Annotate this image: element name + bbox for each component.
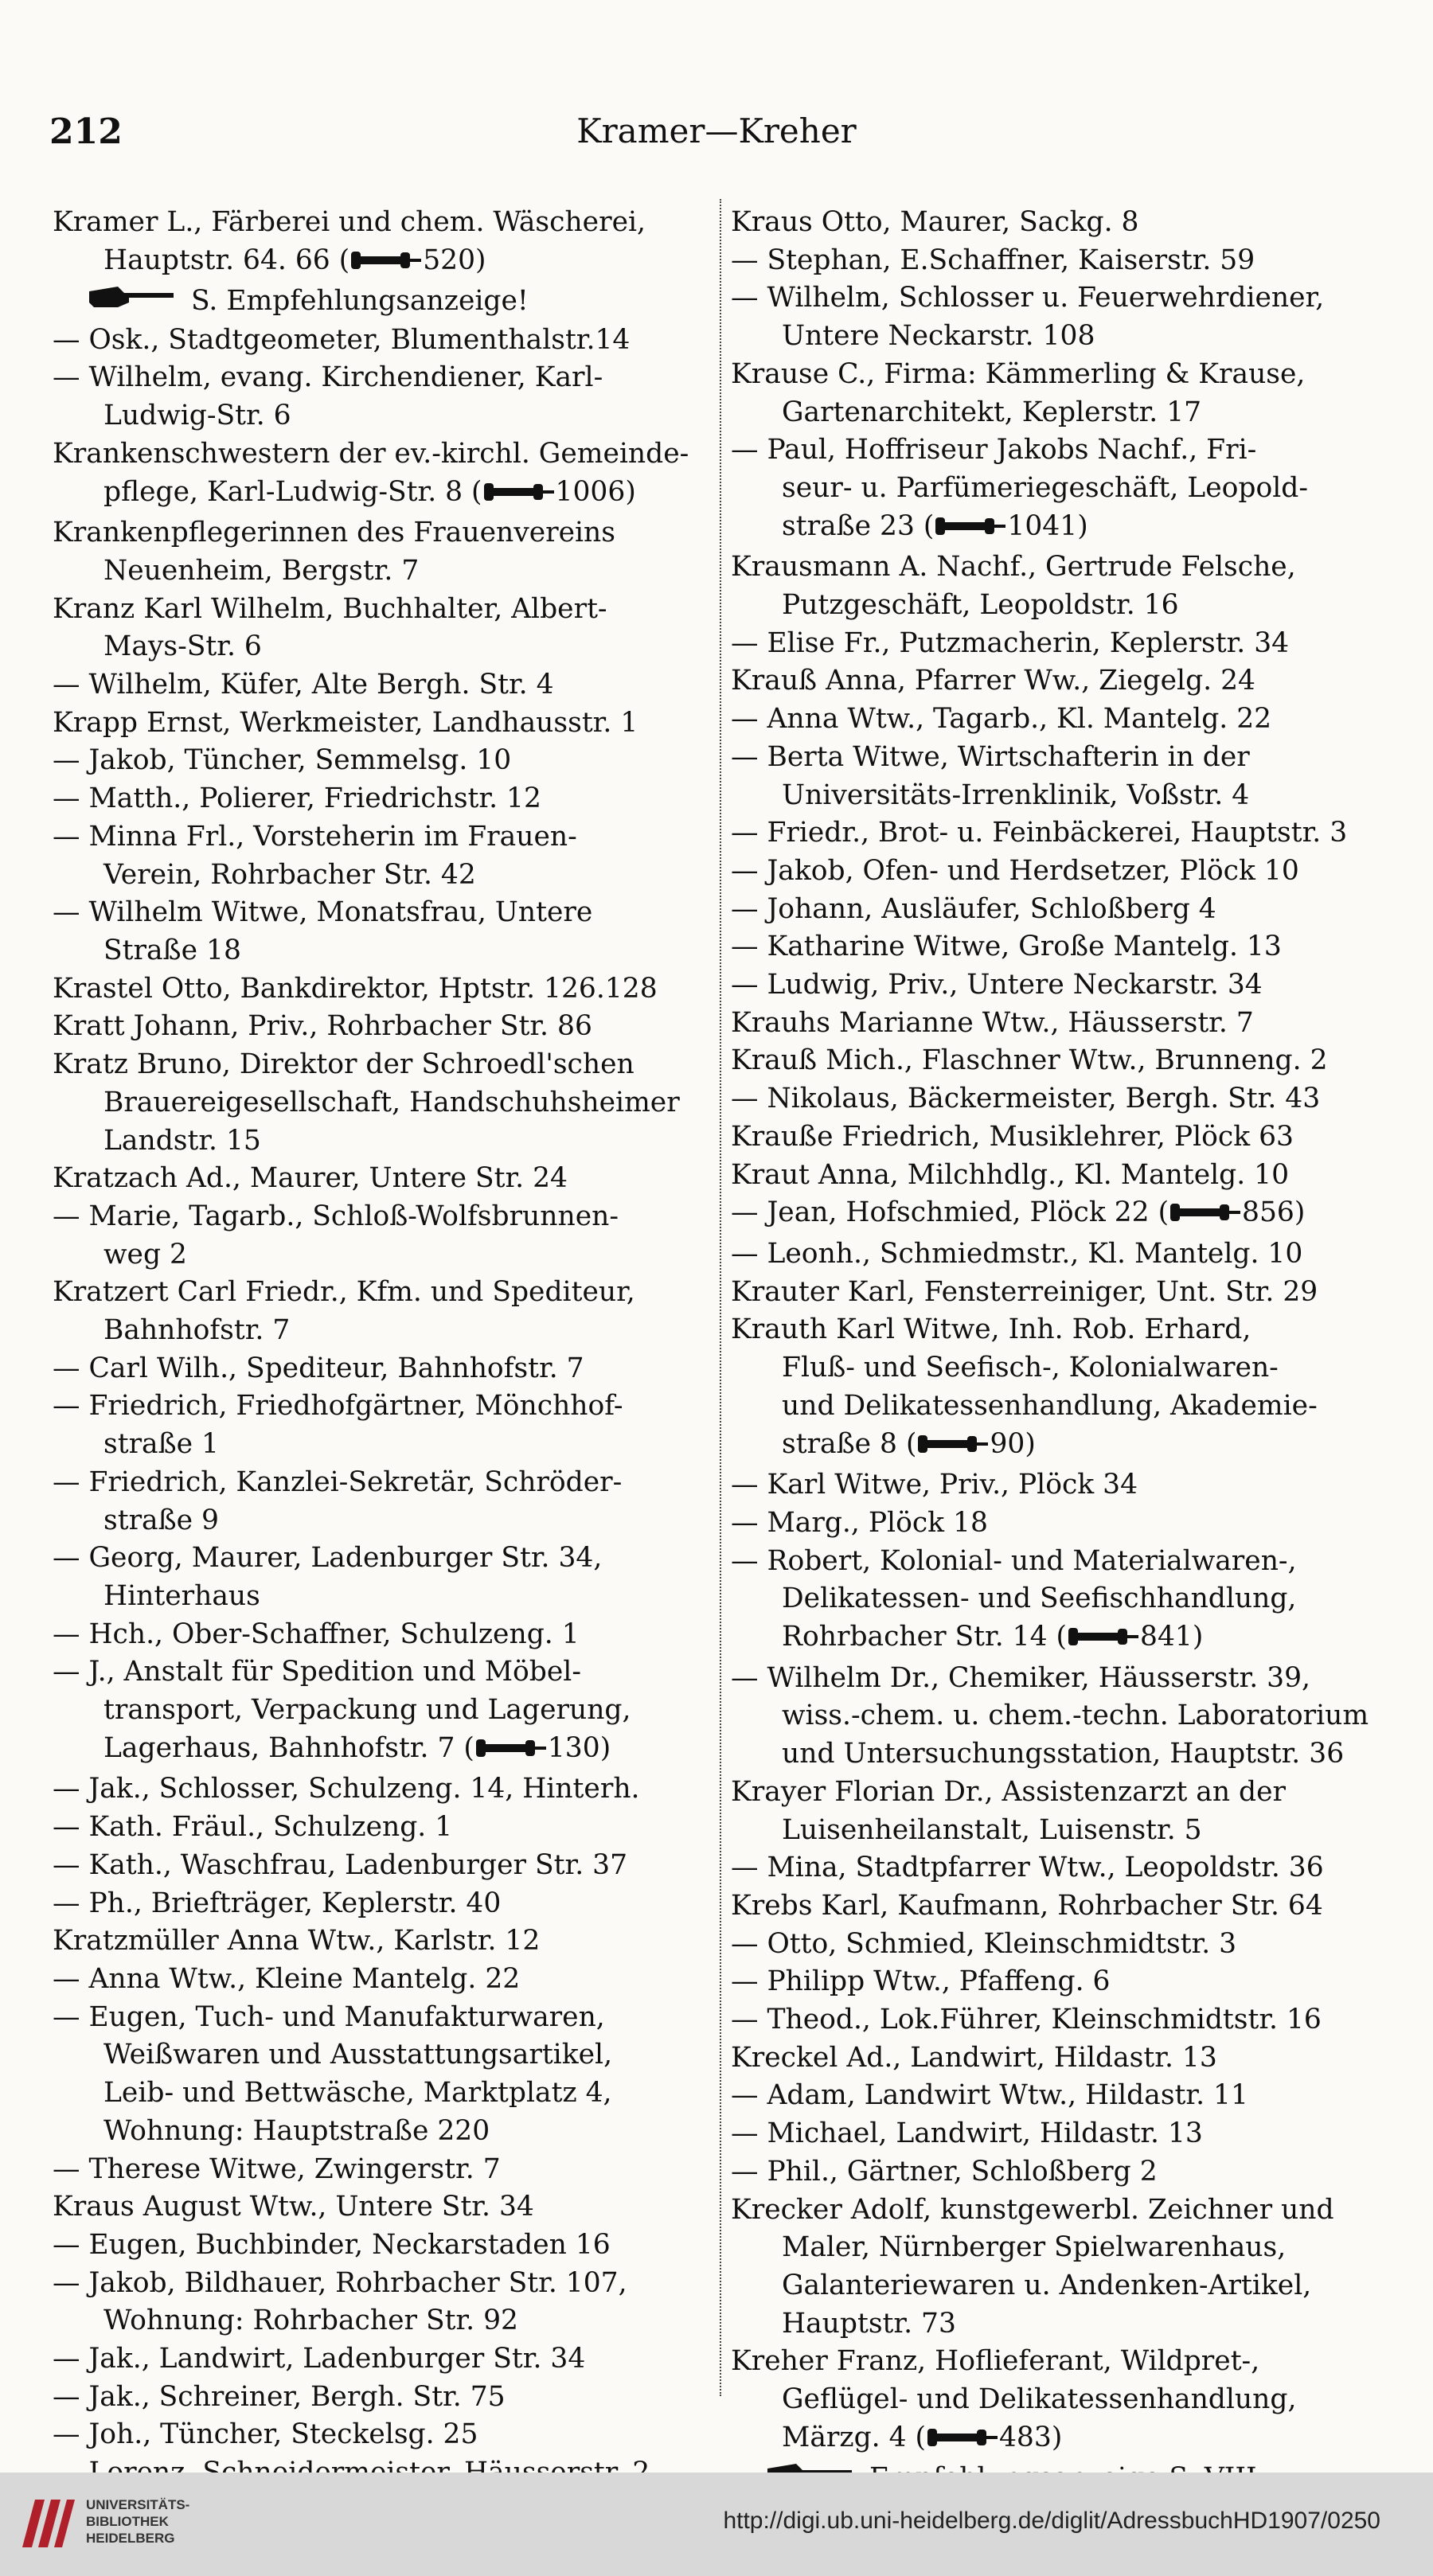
- entry-text: Kranz Karl Wilhelm, Buchhalter, Albert-: [53, 592, 607, 625]
- directory-entry: [53, 474, 705, 515]
- entry-text: wiss.-chem. u. chem.-techn. Laboratorium: [782, 1700, 1369, 1732]
- directory-entry: [731, 548, 1384, 587]
- directory-entry: [53, 1616, 705, 1654]
- entry-text: — Paul, Hoffriseur Jakobs Nachf., Fri-: [731, 434, 1257, 466]
- directory-entry: [53, 359, 705, 397]
- entry-text: — Leonh., Schmiedmstr., Kl. Mantelg. 10: [731, 1237, 1303, 1270]
- phone-number: 841: [1140, 1621, 1193, 1653]
- entry-text: straße 8 (: [782, 1427, 917, 1460]
- entry-text: Kratt Johann, Priv., Rohrbacher Str. 86: [53, 1010, 592, 1043]
- entry-text: — Michael, Landwirt, Hildastr. 13: [731, 2117, 1203, 2150]
- directory-entry: [53, 894, 705, 932]
- directory-entry: [731, 814, 1384, 853]
- directory-entry: [53, 1274, 705, 1312]
- directory-entry: [53, 780, 705, 818]
- directory-entry: [53, 204, 705, 242]
- entry-text: Krapp Ernst, Werkmeister, Landhausstr. 1: [53, 706, 638, 739]
- directory-entry: [53, 2340, 705, 2379]
- closing-paren: ): [1294, 1196, 1306, 1229]
- directory-entry: [731, 470, 1384, 508]
- entry-text: — Marie, Tagarb., Schloß-Wolfsbrunnen-: [53, 1200, 619, 1232]
- entry-text: Mays-Str. 6: [103, 630, 262, 663]
- directory-entry: [53, 666, 705, 704]
- directory-entry: [53, 857, 705, 895]
- closing-paren: ): [625, 475, 636, 508]
- directory-entry: [53, 242, 705, 283]
- entry-text: Bahnhofstr. 7: [103, 1314, 291, 1347]
- directory-entry: [731, 1274, 1384, 1312]
- directory-entry: [731, 1042, 1384, 1080]
- directory-entry: [731, 1388, 1384, 1426]
- entry-text: — Georg, Maurer, Ladenburger Str. 34,: [53, 1542, 603, 1575]
- directory-entry: [731, 1926, 1384, 1964]
- entry-text: — Jak., Landwirt, Ladenburger Str. 34: [53, 2343, 586, 2375]
- directory-entry: [731, 1118, 1384, 1157]
- directory-entry: [53, 1464, 705, 1502]
- entry-text: Kraus Otto, Maurer, Sackg. 8: [731, 206, 1139, 238]
- entry-text: — Jak., Schlosser, Schulzeng. 14, Hinterh.: [53, 1773, 640, 1805]
- directory-entry: [53, 514, 705, 552]
- entry-text: pflege, Karl-Ludwig-Str. 8 (: [103, 475, 482, 508]
- directory-entry: [731, 1349, 1384, 1388]
- entry-text: Krauß Anna, Pfarrer Ww., Ziegelg. 24: [731, 665, 1256, 697]
- entry-text: — Friedrich, Kanzlei-Sekretär, Schröder-: [53, 1466, 623, 1498]
- directory-entry: [53, 1847, 705, 1885]
- directory-entry: [53, 1502, 705, 1540]
- entry-text: — Nikolaus, Bäckermeister, Bergh. Str. 43: [731, 1083, 1321, 1115]
- entry-text: Kreher Franz, Hoflieferant, Wildpret-,: [731, 2345, 1260, 2378]
- directory-entry: [53, 704, 705, 743]
- directory-entry: [53, 1578, 705, 1616]
- telephone-icon: [934, 511, 1007, 549]
- entry-text: — Katharine Witwe, Große Mantelg. 13: [731, 931, 1282, 963]
- directory-entry: [731, 1887, 1384, 1926]
- directory-entry: [731, 318, 1384, 356]
- pointing-hand-icon: [88, 283, 177, 322]
- right-column: [731, 204, 1384, 2499]
- directory-entry: [731, 928, 1384, 966]
- directory-entry: [731, 356, 1384, 394]
- directory-entry: [53, 2227, 705, 2265]
- entry-text: — Otto, Schmied, Kleinschmidtstr. 3: [731, 1927, 1237, 1960]
- entry-text: Luisenheilanstalt, Luisenstr. 5: [782, 1813, 1202, 1846]
- directory-entry: [53, 2188, 705, 2227]
- page-number: 212: [49, 111, 123, 152]
- footer-bar: [0, 2473, 1433, 2576]
- telephone-icon: [916, 1429, 990, 1467]
- entry-text: — Wilhelm Dr., Chemiker, Häusserstr. 39,: [731, 1661, 1311, 1694]
- directory-entry: [731, 777, 1384, 815]
- closing-paren: ): [1051, 2421, 1063, 2453]
- directory-entry: [731, 1735, 1384, 1774]
- entry-text: Krauter Karl, Fensterreiniger, Unt. Str. 29: [731, 1275, 1318, 1308]
- entry-text: — Jakob, Ofen- und Herdsetzer, Plöck 10: [731, 854, 1299, 887]
- directory-entry: [731, 431, 1384, 470]
- entry-text: Geflügel- und Delikatessenhandlung,: [782, 2383, 1297, 2416]
- directory-entry: [53, 1692, 705, 1730]
- entry-text: Krauhs Marianne Wtw., Häusserstr. 7: [731, 1006, 1254, 1039]
- directory-entry: [53, 1885, 705, 1923]
- directory-entry: [53, 1388, 705, 1426]
- directory-entry: [53, 2416, 705, 2454]
- entry-text: transport, Verpackung und Lagerung,: [103, 1694, 631, 1727]
- directory-entry: [731, 1080, 1384, 1118]
- entry-text: Hauptstr. 64. 66 (: [103, 244, 350, 276]
- entry-text: Lagerhaus, Bahnhofstr. 7 (: [103, 1731, 474, 1764]
- directory-entry: [731, 2343, 1384, 2381]
- directory-entry: [731, 2419, 1384, 2461]
- entry-text: — Phil., Gärtner, Schloßberg 2: [731, 2155, 1158, 2188]
- entry-text: Krauß Mich., Flaschner Wtw., Brunneng. 2: [731, 1044, 1328, 1077]
- directory-entry: [53, 591, 705, 629]
- entry-text: — Jakob, Tüncher, Semmelsg. 10: [53, 744, 512, 777]
- entry-text: Hinterhaus: [103, 1579, 260, 1612]
- directory-entry: [53, 552, 705, 591]
- entry-text: Landstr. 15: [103, 1124, 261, 1157]
- directory-entry: [731, 204, 1384, 242]
- library-name: UNIVERSITÄTS- BIBLIOTHEK HEIDELBERG: [86, 2497, 190, 2546]
- entry-text: — Philipp Wtw., Pfaffeng. 6: [731, 1965, 1111, 1998]
- directory-entry: [53, 1961, 705, 1999]
- entry-text: Putzgeschäft, Leopoldstr. 16: [782, 589, 1179, 622]
- directory-entry: [731, 508, 1384, 549]
- entry-text: Maler, Nürnberger Spielwarenhaus,: [782, 2231, 1287, 2264]
- entry-text: straße 23 (: [782, 509, 935, 542]
- entry-text: Krankenschwestern der ev.-kirchl. Gemeinde-: [53, 437, 689, 470]
- closing-paren: ): [599, 1731, 611, 1764]
- directory-entry: [53, 1236, 705, 1274]
- closing-paren: ): [475, 244, 486, 276]
- directory-entry: [731, 2153, 1384, 2192]
- directory-entry: [731, 2229, 1384, 2267]
- entry-text: Hauptstr. 73: [782, 2307, 956, 2340]
- entry-text: Gartenarchitekt, Keplerstr. 17: [782, 396, 1202, 428]
- directory-entry: [53, 1540, 705, 1578]
- directory-entry: [731, 966, 1384, 1005]
- phone-number: 856: [1242, 1196, 1294, 1229]
- entry-text: — Adam, Landwirt Wtw., Hildastr. 11: [731, 2079, 1248, 2112]
- page-header: [49, 111, 1384, 159]
- phone-number: 130: [547, 1731, 600, 1764]
- telephone-icon: [1067, 1622, 1140, 1660]
- entry-text: Kratzert Carl Friedr., Kfm. und Spediteur,: [53, 1276, 635, 1309]
- directory-entry: [53, 628, 705, 666]
- entry-text: straße 9: [103, 1504, 220, 1536]
- entry-text: — Berta Witwe, Wirtschafterin in der: [731, 740, 1250, 773]
- entry-text: Krause C., Firma: Kämmerling & Krause,: [731, 357, 1306, 390]
- closing-paren: ): [1192, 1621, 1204, 1653]
- entry-text: — Wilhelm, Schlosser u. Feuerwehrdiener,: [731, 282, 1325, 314]
- entry-text: — Anna Wtw., Kleine Mantelg. 22: [53, 1962, 521, 1995]
- directory-entry: [53, 1084, 705, 1122]
- closing-paren: ): [1025, 1427, 1036, 1460]
- directory-entry: [53, 1198, 705, 1236]
- entry-text: Krayer Florian Dr., Assistenzarzt an der: [731, 1775, 1287, 1808]
- directory-entry: [731, 1849, 1384, 1887]
- directory-entry: [53, 1730, 705, 1771]
- directory-entry: [731, 701, 1384, 739]
- entry-text: — Osk., Stadtgeometer, Blumenthalstr.14: [53, 323, 631, 356]
- directory-entry: [731, 1774, 1384, 1812]
- entry-text: Märzg. 4 (: [782, 2421, 926, 2453]
- entry-text: Krauth Karl Witwe, Inh. Rob. Erhard,: [731, 1313, 1251, 1346]
- directory-entry: [53, 1046, 705, 1084]
- entry-text: Kratzach Ad., Maurer, Untere Str. 24: [53, 1162, 568, 1195]
- directory-entry: [53, 322, 705, 360]
- entry-text: — Friedr., Brot- u. Feinbäckerei, Hauptstr. 3: [731, 817, 1348, 849]
- directory-entry: [731, 1466, 1384, 1505]
- directory-entry: [53, 2302, 705, 2340]
- entry-text: — Karl Witwe, Priv., Plöck 34: [731, 1469, 1138, 1501]
- entry-text: — Matth., Polierer, Friedrichstr. 12: [53, 783, 541, 815]
- entry-text: — Wilhelm, evang. Kirchendiener, Karl-: [53, 361, 603, 394]
- entry-text: Leib- und Bettwäsche, Marktplatz 4,: [103, 2077, 612, 2110]
- entry-text: Kreckel Ad., Landwirt, Hildastr. 13: [731, 2041, 1217, 2074]
- entry-text: — Stephan, E.Schaffner, Kaiserstr. 59: [731, 244, 1255, 276]
- entry-text: straße 1: [103, 1428, 220, 1461]
- directory-entry: [731, 1963, 1384, 2001]
- directory-entry: [731, 1580, 1384, 1618]
- directory-entry: [53, 1922, 705, 1961]
- library-logo-icon: [14, 2488, 81, 2555]
- phone-number: 1041: [1007, 509, 1078, 542]
- telephone-icon: [482, 477, 556, 515]
- directory-entry: [53, 435, 705, 474]
- directory-entry: [731, 1543, 1384, 1581]
- entry-text: S. Empfehlungsanzeige!: [191, 285, 529, 318]
- entry-text: Krebs Karl, Kaufmann, Rohrbacher Str. 64: [731, 1889, 1323, 1922]
- directory-entry: [731, 587, 1384, 625]
- entry-text: Krecker Adolf, kunstgewerbl. Zeichner und: [731, 2193, 1334, 2226]
- entry-text: Kraut Anna, Milchhdlg., Kl. Mantelg. 10: [731, 1158, 1290, 1191]
- entry-text: Verein, Rohrbacher Str. 42: [103, 858, 476, 891]
- entry-text: — Jakob, Bildhauer, Rohrbacher Str. 107,: [53, 2266, 627, 2299]
- directory-entry: [53, 2151, 705, 2189]
- directory-entry: [731, 1157, 1384, 1195]
- entry-text: Brauereigesellschaft, Handschuhsheimer: [103, 1086, 680, 1118]
- directory-entry: [731, 1005, 1384, 1043]
- entry-text: Krastel Otto, Bankdirektor, Hptstr. 126.128: [53, 972, 658, 1005]
- directory-entry: [53, 1809, 705, 1847]
- entry-text: Fluß- und Seefisch-, Kolonialwaren-: [782, 1352, 1279, 1384]
- directory-entry: [53, 1999, 705, 2037]
- directory-entry: [53, 932, 705, 970]
- entry-text: — Wilhelm Witwe, Monatsfrau, Untere: [53, 896, 593, 929]
- directory-entry: [731, 1426, 1384, 1467]
- entry-text: Untere Neckarstr. 108: [782, 320, 1095, 353]
- column-divider: [720, 199, 721, 2396]
- entry-text: — Eugen, Buchbinder, Neckarstaden 16: [53, 2228, 611, 2261]
- directory-entry: [53, 1160, 705, 1198]
- entry-text: — Robert, Kolonial- und Materialwaren-,: [731, 1544, 1297, 1577]
- entry-text: — Elise Fr., Putzmacherin, Keplerstr. 34: [731, 626, 1290, 659]
- directory-entry: [731, 1660, 1384, 1698]
- entry-text: Kratz Bruno, Direktor der Schroedl'schen: [53, 1048, 635, 1081]
- entry-text: — Joh., Tüncher, Steckelsg. 25: [53, 2418, 478, 2451]
- entry-text: — Jean, Hofschmied, Plöck 22 (: [731, 1196, 1169, 1229]
- directory-entry: [731, 2001, 1384, 2039]
- entry-text: — Ludwig, Priv., Untere Neckarstr. 34: [731, 969, 1263, 1001]
- entry-text: — Carl Wilh., Spediteur, Bahnhofstr. 7: [53, 1352, 584, 1384]
- directory-entry: [731, 1697, 1384, 1735]
- entry-text: — Wilhelm, Küfer, Alte Bergh. Str. 4: [53, 669, 554, 701]
- directory-entry: [53, 818, 705, 857]
- entry-text: und Untersuchungsstation, Hauptstr. 36: [782, 1738, 1345, 1770]
- directory-entry: [53, 2036, 705, 2074]
- directory-entry: [53, 2113, 705, 2151]
- entry-text: — Hch., Ober-Schaffner, Schulzeng. 1: [53, 1618, 580, 1650]
- entry-text: — Marg., Plöck 18: [731, 1506, 988, 1539]
- closing-paren: ): [1077, 509, 1088, 542]
- directory-entry: [53, 1312, 705, 1350]
- directory-entry: [731, 1235, 1384, 1274]
- directory-entry: [731, 2381, 1384, 2419]
- directory-entry: [731, 1194, 1384, 1235]
- directory-entry: [53, 1426, 705, 1464]
- directory-entry: [731, 2039, 1384, 2078]
- directory-entry: [53, 2265, 705, 2303]
- phone-number: 520: [423, 244, 476, 276]
- entry-text: Rohrbacher Str. 14 (: [782, 1621, 1067, 1653]
- phone-number: 483: [998, 2421, 1052, 2453]
- directory-entry: [731, 394, 1384, 432]
- entry-text: Kramer L., Färberei und chem. Wäscherei,: [53, 206, 646, 238]
- entry-text: — Johann, Ausläufer, Schloßberg 4: [731, 892, 1216, 925]
- entry-text: Delikatessen- und Seefischhandlung,: [782, 1583, 1297, 1615]
- directory-entry: [731, 625, 1384, 663]
- directory-entry: [731, 2077, 1384, 2115]
- directory-entry: [53, 1350, 705, 1388]
- telephone-icon: [474, 1733, 548, 1771]
- entry-text: Wohnung: Hauptstraße 220: [103, 2114, 490, 2147]
- entry-text: — Therese Witwe, Zwingerstr. 7: [53, 2153, 501, 2185]
- directory-entry: [731, 242, 1384, 280]
- directory-entry: [731, 2267, 1384, 2305]
- directory-entry: [731, 662, 1384, 701]
- telephone-icon: [1169, 1197, 1242, 1235]
- directory-entry: [53, 1653, 705, 1692]
- directory-entry: [53, 970, 705, 1009]
- directory-entry: [53, 1008, 705, 1046]
- entry-text: Galanteriewaren u. Andenken-Artikel,: [782, 2269, 1312, 2301]
- entry-text: — Jak., Schreiner, Bergh. Str. 75: [53, 2380, 506, 2413]
- directory-entry: [53, 1122, 705, 1161]
- directory-entry: [731, 1505, 1384, 1543]
- directory-entry: [53, 283, 705, 321]
- source-url-link[interactable]: http://digi.ub.uni-heidelberg.de/diglit/AdressbuchHD1907/0250: [723, 2508, 1380, 2534]
- directory-entry: [53, 2379, 705, 2417]
- entry-text: — Kath. Fräul., Schulzeng. 1: [53, 1811, 453, 1844]
- entry-text: Krauße Friedrich, Musiklehrer, Plöck 63: [731, 1120, 1294, 1153]
- entry-text: — Ph., Briefträger, Keplerstr. 40: [53, 1887, 502, 1919]
- directory-entry: [731, 2192, 1384, 2230]
- telephone-icon: [926, 2422, 999, 2461]
- phone-number: 1006: [555, 475, 626, 508]
- directory-entry: [731, 891, 1384, 929]
- directory-entry: [53, 397, 705, 435]
- entry-text: — Eugen, Tuch- und Manufakturwaren,: [53, 2000, 605, 2033]
- directory-entry: [731, 2305, 1384, 2344]
- entry-text: seur- u. Parfümeriegeschäft, Leopold-: [782, 471, 1309, 504]
- left-column: [53, 204, 705, 2492]
- running-title: Kramer—Kreher: [576, 111, 857, 150]
- directory-entry: [731, 2115, 1384, 2153]
- entry-text: — J., Anstalt für Spedition und Möbel-: [53, 1656, 581, 1688]
- entry-text: Wohnung: Rohrbacher Str. 92: [103, 2305, 519, 2337]
- entry-text: und Delikatessenhandlung, Akademie-: [782, 1389, 1318, 1422]
- entry-text: Krausmann A. Nachf., Gertrude Felsche,: [731, 551, 1296, 584]
- phone-number: 90: [990, 1427, 1025, 1460]
- directory-entry: [731, 1311, 1384, 1349]
- entry-text: weg 2: [103, 1238, 187, 1270]
- directory-entry: [731, 1812, 1384, 1850]
- entry-text: Ludwig-Str. 6: [103, 400, 291, 432]
- telephone-icon: [349, 245, 423, 283]
- entry-text: — Mina, Stadtpfarrer Wtw., Leopoldstr. 36: [731, 1852, 1324, 1884]
- entry-text: — Minna Frl., Vorsteherin im Frauen-: [53, 820, 577, 853]
- entry-text: Neuenheim, Bergstr. 7: [103, 554, 420, 587]
- entry-text: Weißwaren und Ausstattungsartikel,: [103, 2039, 613, 2071]
- directory-entry: [53, 2074, 705, 2113]
- directory-entry: [731, 853, 1384, 891]
- entry-text: Universitäts-Irrenklinik, Voßstr. 4: [782, 779, 1250, 811]
- directory-entry: [53, 742, 705, 780]
- entry-text: — Anna Wtw., Tagarb., Kl. Mantelg. 22: [731, 703, 1272, 736]
- directory-entry: [53, 1770, 705, 1809]
- entry-text: Kratzmüller Anna Wtw., Karlstr. 12: [53, 1925, 541, 1957]
- entry-text: Krankenpflegerinnen des Frauenvereins: [53, 517, 615, 549]
- directory-entry: [731, 279, 1384, 318]
- directory-entry: [731, 739, 1384, 777]
- entry-text: — Kath., Waschfrau, Ladenburger Str. 37: [53, 1848, 628, 1881]
- entry-text: — Theod., Lok.Führer, Kleinschmidtstr. 16: [731, 2004, 1322, 2036]
- entry-text: Straße 18: [103, 935, 241, 966]
- entry-text: — Friedrich, Friedhofgärtner, Mönchhof-: [53, 1390, 623, 1423]
- directory-entry: [731, 1618, 1384, 1660]
- entry-text: Kraus August Wtw., Untere Str. 34: [53, 2191, 534, 2223]
